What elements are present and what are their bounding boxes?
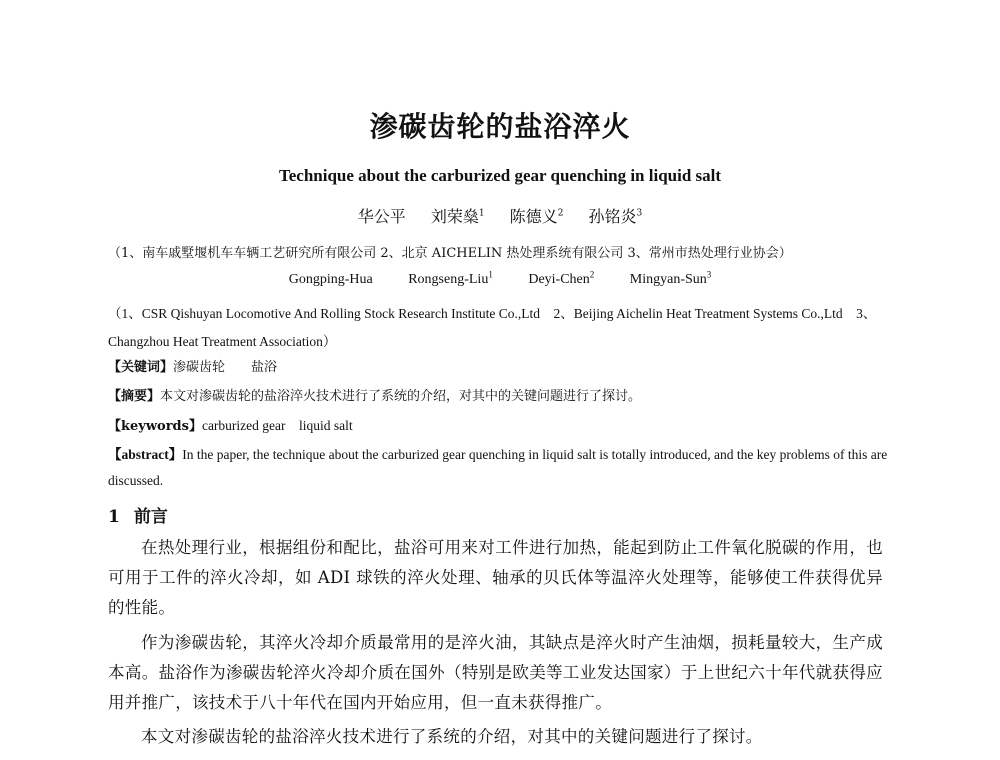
section-title: 前言 xyxy=(133,507,168,527)
abstract-cn-text: 本文对渗碳齿轮的盐浴淬火技术进行了系统的介绍，对其中的关键问题进行了探讨。 xyxy=(160,389,642,404)
paragraph-3: 本文对渗碳齿轮的盐浴淬火技术进行了系统的介绍，对其中的关键问题进行了探讨。 xyxy=(141,727,763,746)
abstract-english xyxy=(108,442,888,494)
section-number: 1 xyxy=(108,507,120,527)
author-cn-2: 刘荣燊$^1$ xyxy=(430,207,485,226)
author-cn-3: 陈德义$^2$ xyxy=(509,207,564,226)
abstract-en-text: In the paper, the technique about the carburized gear quenching in liquid salt is totally introduced, and the key problems of this are discussed. xyxy=(108,447,888,488)
keywords-en-label: 【keywords】 xyxy=(108,419,202,434)
keywords-cn-label: 【关键词】 xyxy=(108,360,174,375)
authors-chinese xyxy=(0,204,1000,227)
author-cn-4: 孙铭炎$^3$ xyxy=(588,207,643,226)
author-en-1: Gongping-Hua xyxy=(288,272,373,287)
authors-english xyxy=(0,269,1000,288)
abstract-en-label: 【abstract】 xyxy=(108,447,183,462)
paragraph-2: 作为渗碳齿轮，其淬火冷却介质最常用的是淬火油，其缺点是淬火时产生油烟，损耗量较大，生产成本高。盐浴作为渗碳齿轮淬火冷却介质在国外（特别是欧美等工业发达国家）于上世纪六十年代就获得应用并推广，该技术于八十年代在国内开始应用，但一直未获得推广。 xyxy=(108,633,883,712)
affiliation-english: （1、CSR Qishuyan Locomotive And Rolling Stock Research Institute Co.,Ltd 2、Beijing Aichelin Heat Treatment Systems Co.,Ltd 3、Changzhou Heat Treatment Association） xyxy=(108,306,877,349)
keywords-english xyxy=(108,414,888,434)
affiliation-chinese: （1、南车戚墅堰机车车辆工艺研究所有限公司 2、北京 AICHELIN 热处理系统有限公司 3、常州市热处理行业协会） xyxy=(108,246,792,261)
keywords-cn-text: 渗碳齿轮 盐浴 xyxy=(173,360,278,375)
keywords-chinese xyxy=(108,356,888,375)
author-en-2: Rongseng-Liu$^1$ xyxy=(408,269,493,287)
title-chinese: 渗碳齿轮的盐浴淬火 xyxy=(369,110,631,143)
author-en-4: Mingyan-Sun$^3$ xyxy=(629,269,712,287)
keywords-en-text: carburized gear liquid salt xyxy=(201,418,353,433)
title-english: Technique about the carburized gear quenching in liquid salt xyxy=(278,166,722,185)
author-en-3: Deyi-Chen$^2$ xyxy=(528,269,595,287)
author-cn-1: 华公平 xyxy=(357,207,406,226)
abstract-chinese xyxy=(108,385,888,404)
paragraph-1: 在热处理行业，根据组份和配比，盐浴可用来对工件进行加热，能起到防止工件氧化脱碳的作用，也可用于工件的淬火冷却，如 ADI 球铁的淬火处理、轴承的贝氏体等温淬火处理等，能够使工件获得优异的性能。 xyxy=(108,538,883,617)
abstract-cn-label: 【摘要】 xyxy=(108,389,161,404)
section-heading-introduction xyxy=(108,502,168,527)
